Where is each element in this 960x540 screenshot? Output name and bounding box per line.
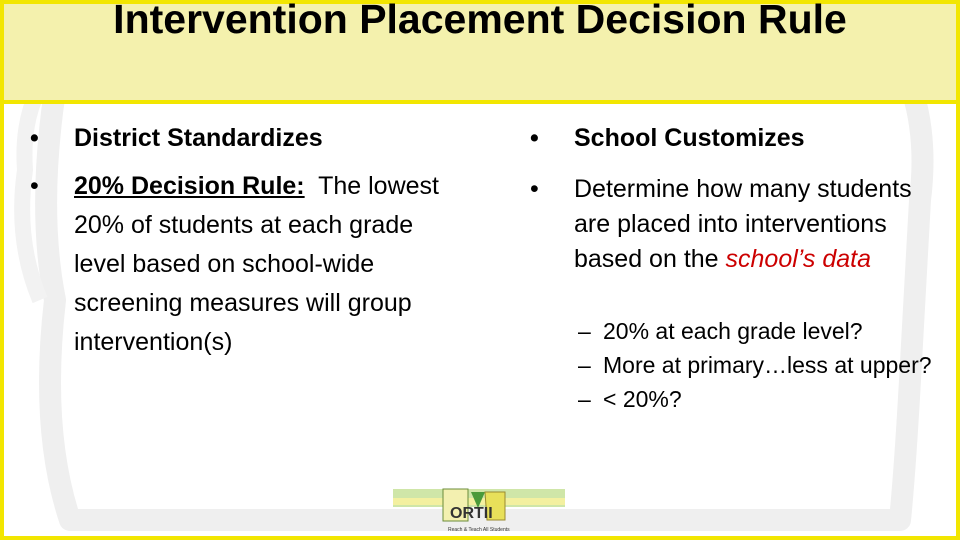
svg-text:Reach & Teach All Students: Reach & Teach All Students	[448, 527, 510, 533]
school-data-highlight: school’s data	[725, 245, 872, 273]
decision-rule-text: The lowest 20% of students at each grade level based on school-wide screening measures will group intervention(s)	[74, 172, 439, 356]
sub-item-text: 20% at each grade level?	[603, 318, 863, 344]
bullet-decision-rule	[30, 167, 470, 362]
bullet-text: School Customizes	[574, 124, 805, 152]
sub-list	[578, 318, 938, 420]
sub-item-text: < 20%?	[603, 386, 682, 412]
bullet-dot: •	[30, 124, 39, 152]
bullet-school-customizes	[530, 119, 950, 157]
decision-rule-label: 20% Decision Rule:	[74, 172, 305, 200]
determine-text: Determine how many students are placed into interventions based on the	[574, 175, 912, 273]
sub-item	[578, 386, 938, 413]
bullet-determine	[530, 172, 950, 277]
sub-item	[578, 352, 938, 379]
dash-marker: –	[578, 352, 591, 378]
bullet-dot: •	[30, 172, 39, 200]
ortii-logo	[393, 486, 565, 536]
sub-item-text: More at primary…less at upper?	[603, 352, 932, 378]
left-column	[30, 119, 470, 362]
svg-text:ORTII: ORTII	[450, 505, 493, 522]
dash-marker: –	[578, 386, 591, 412]
dash-marker: –	[578, 318, 591, 344]
bullet-district-standardizes	[30, 119, 470, 157]
slide-title: Intervention Placement Decision Rule	[113, 0, 847, 42]
right-column	[530, 119, 950, 277]
bullet-dot: •	[530, 175, 539, 203]
sub-item	[578, 318, 938, 345]
bullet-text: District Standardizes	[74, 124, 323, 152]
bullet-dot: •	[530, 124, 539, 152]
